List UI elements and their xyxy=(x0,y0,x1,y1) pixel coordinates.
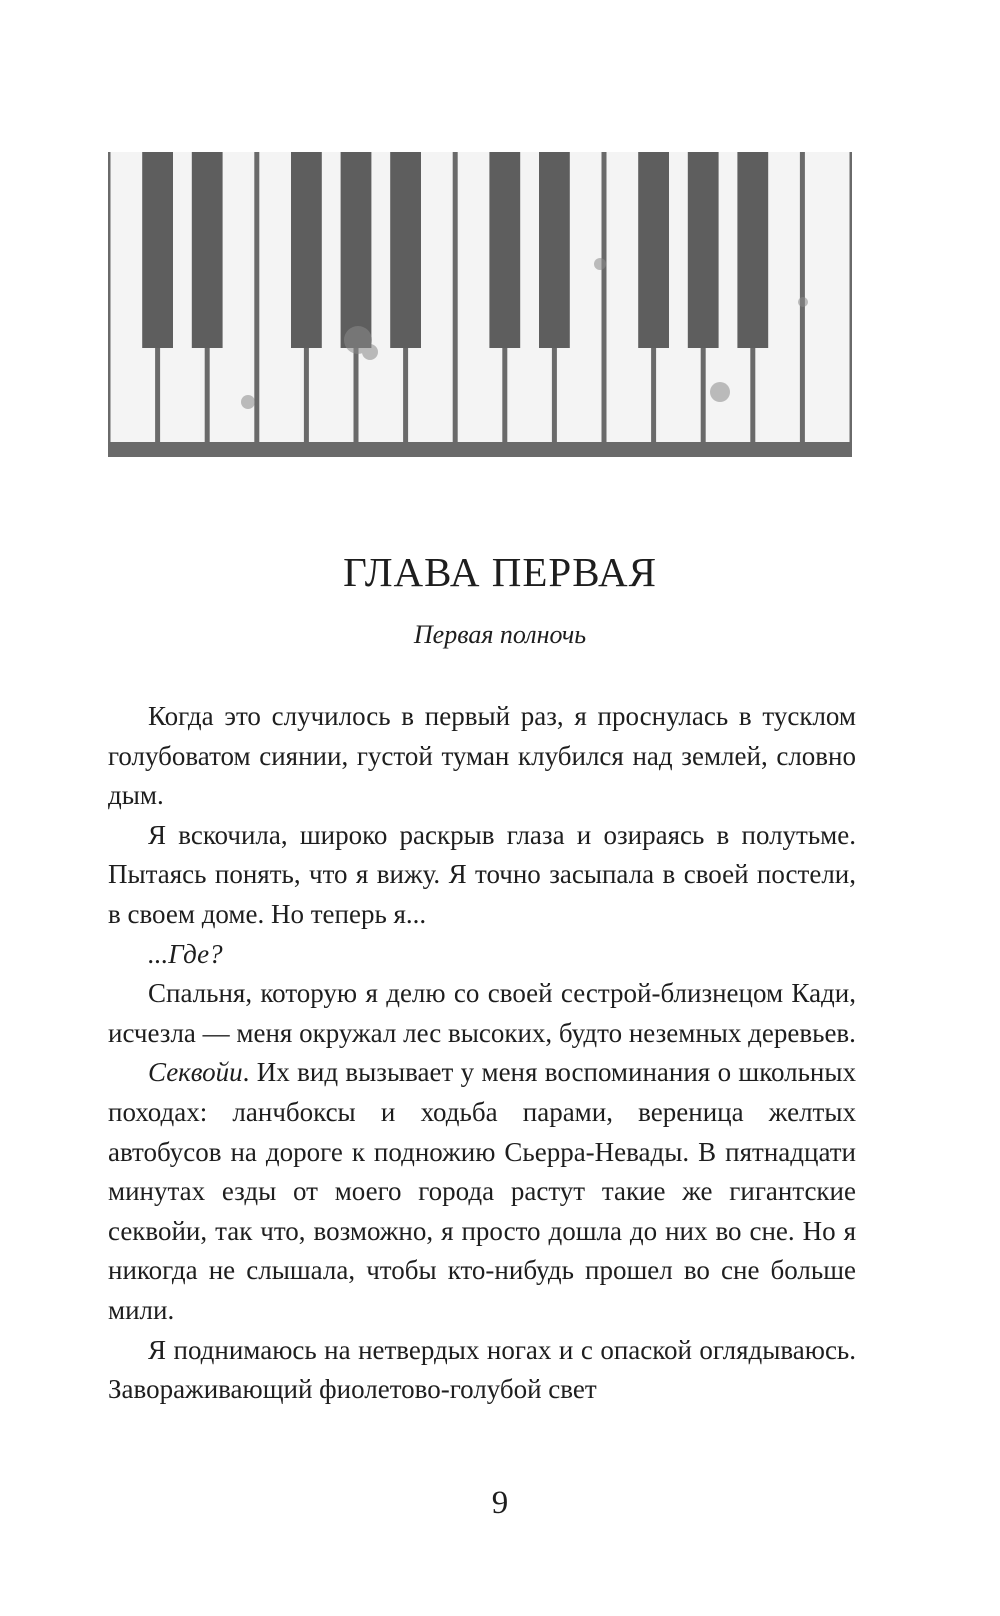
paragraph-text: Спальня, которую я делю со своей сестрой-близнецом Кади, исчезла — меня окружал лес высоких, будто неземных деревьев. xyxy=(108,978,856,1048)
paragraph-5 xyxy=(108,1053,856,1330)
paragraph-3 xyxy=(108,935,856,975)
black-key xyxy=(737,152,768,348)
piano-keys-illustration xyxy=(108,152,852,457)
page-number: 9 xyxy=(491,1485,509,1521)
paragraph-lead-italic: Секвойи xyxy=(148,1057,243,1088)
paragraph-6 xyxy=(108,1331,856,1410)
paragraph-text: Когда это случилось в первый раз, я проснулась в тусклом голубоватом сиянии, густой туман клубился над землей, словно дым. xyxy=(108,701,856,811)
paragraph-text: Я вскочила, широко раскрыв глаза и озираясь в полутьме. Пытаясь понять, что я вижу. Я точно засыпала в своей постели, в своем доме. Но теперь я... xyxy=(108,819,856,929)
black-key xyxy=(539,152,570,348)
black-key xyxy=(192,152,223,348)
paragraph-text-italic: ...Где? xyxy=(148,938,223,969)
body-text xyxy=(108,697,856,1410)
white-key xyxy=(805,152,850,442)
black-key xyxy=(638,152,669,348)
black-key xyxy=(291,152,322,348)
black-key xyxy=(489,152,520,348)
black-key xyxy=(390,152,421,348)
paragraph-4 xyxy=(108,974,856,1053)
black-key xyxy=(142,152,173,348)
paragraph-text: Я поднимаюсь на нетвердых ногах и с опаской оглядываюсь. Завораживающий фиолетово-голубой свет xyxy=(108,1334,856,1405)
chapter-subtitle: Первая полночь xyxy=(413,620,587,649)
black-key xyxy=(688,152,719,348)
chapter-title: ГЛАВА ПЕРВАЯ xyxy=(343,549,657,595)
black-key xyxy=(341,152,372,348)
paragraph-2 xyxy=(108,816,856,935)
paragraph-text: . Их вид вызывает у меня воспоминания о школьных походах: ланчбоксы и ходьба парами, вереница желтых автобусов на дороге к подножию Сьерра-Невады. В пятнадцати минутах езды от моего города растут такие же гигантские секвойи, так что, возможно, я просто дошла до них во сне. Но я никогда не слышала, чтобы кто-нибудь прошел во сне больше мили. xyxy=(108,1057,856,1325)
paragraph-1 xyxy=(108,697,856,816)
